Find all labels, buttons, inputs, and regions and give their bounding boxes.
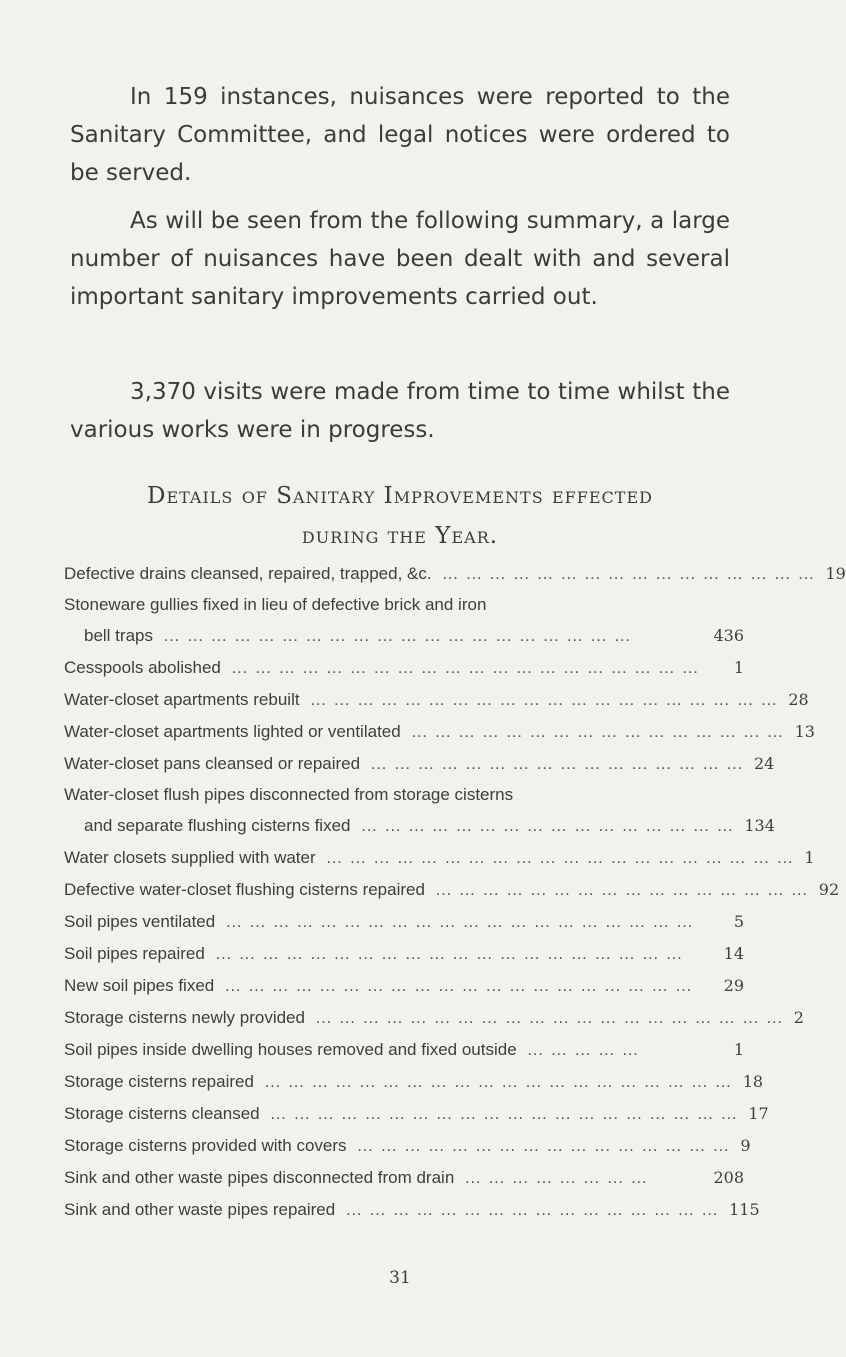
item-count: 13: [794, 722, 815, 741]
item-count: 19: [825, 564, 846, 583]
leader-dots: … … … … … … … … … … … … … … … …: [345, 1200, 720, 1219]
item-label: Water-closet apartments rebuilt: [64, 690, 300, 709]
item-label: bell traps: [84, 626, 153, 645]
list-item: [64, 906, 744, 938]
list-item: [64, 748, 775, 780]
leader-dots: … … … … … … … … … … … … … … … … … … … …: [314, 1008, 784, 1027]
list-item: [64, 1130, 751, 1162]
item-count: 24: [753, 754, 775, 773]
list-item: [64, 1162, 744, 1194]
list-item: [64, 938, 744, 970]
item-count: 208: [713, 1168, 744, 1187]
improvements-list: [64, 558, 846, 1226]
item-count: 1: [733, 1040, 744, 1059]
leader-dots: … … … … … … … … … … … … … … … … … … … …: [224, 976, 693, 995]
item-count: 18: [742, 1072, 764, 1091]
item-count: 5: [733, 912, 744, 931]
item-label: Cesspools abolished: [64, 658, 221, 677]
item-count: 29: [723, 976, 744, 995]
list-item: [64, 558, 846, 590]
item-count: 92: [818, 880, 840, 899]
list-item: [64, 1034, 744, 1066]
leader-dots: … … … … … … … … … … … … … … … … … … … …: [263, 1072, 733, 1091]
item-label: Storage cisterns repaired: [64, 1072, 254, 1091]
item-count: 9: [740, 1136, 751, 1155]
list-item: [64, 842, 815, 874]
item-count: 17: [748, 1104, 769, 1123]
leader-dots: … … … … … … … … … … … … … … … … … … … …: [230, 658, 700, 677]
list-item: [64, 780, 744, 810]
item-count: 436: [713, 626, 744, 645]
leader-dots: … … … … … … … … … … … … … … … … … … … …: [325, 848, 795, 867]
section-heading-subtitle: during the Year.: [301, 523, 499, 549]
item-label: Soil pipes ventilated: [64, 912, 216, 931]
item-label: New soil pipes fixed: [64, 976, 215, 995]
item-label: Storage cisterns cleansed: [64, 1104, 260, 1123]
leader-dots: … … … … … … … … … … … … … … … …: [441, 564, 816, 583]
item-count: 14: [723, 944, 744, 963]
leader-dots: … … … … … … … …: [464, 1168, 649, 1187]
item-label: Storage cisterns newly provided: [64, 1008, 305, 1027]
leader-dots: … … … … … … … … … … … … … … … … … … … …: [225, 912, 694, 931]
item-count: 2: [793, 1008, 804, 1027]
leader-dots: … … … … … … … … … … … … … … … … … … … …: [162, 626, 632, 645]
item-label: Water closets supplied with water: [64, 848, 316, 867]
leader-dots: … … … … … … … … … … … … … … … …: [434, 880, 809, 899]
leader-dots: … … … … … … … … … … … … … … … … … … … …: [309, 690, 779, 709]
item-label: Water-closet apartments lighted or ventilated: [64, 722, 401, 741]
item-label: and separate flushing cisterns fixed: [84, 816, 351, 835]
item-label: Soil pipes inside dwelling houses removed and fixed outside: [64, 1040, 517, 1059]
list-item: [64, 1002, 804, 1034]
intro-paragraph-summary: As will be seen from the following summary, a large number of nuisances have been dealt with and several important sanitary improvements carried out.: [70, 208, 730, 310]
item-label: Stoneware gullies fixed in lieu of defective brick and iron: [64, 595, 487, 614]
list-item: [64, 970, 744, 1002]
intro-paragraph-nuisances: In 159 instances, nuisances were reported to the Sanitary Committee, and legal notices were ordered to be served.: [70, 84, 730, 186]
intro-paragraph-visits: 3,370 visits were made from time to time whilst the various works were in progress.: [70, 379, 730, 443]
list-item: [64, 874, 840, 906]
leader-dots: … … … … … … … … … … … … … … … …: [356, 1136, 731, 1155]
leader-dots: … … … … …: [526, 1040, 640, 1059]
list-item: [64, 620, 744, 652]
list-item: [64, 1098, 769, 1130]
list-item: [64, 1066, 764, 1098]
list-item: [64, 684, 809, 716]
leader-dots: … … … … … … … … … … … … … … … … … … … …: [214, 944, 684, 963]
item-label: Sink and other waste pipes disconnected from drain: [64, 1168, 455, 1187]
list-item: [64, 652, 744, 684]
list-item: [64, 1194, 760, 1226]
leader-dots: … … … … … … … … … … … … … … … … … … … …: [269, 1104, 739, 1123]
item-label: Defective water-closet flushing cisterns repaired: [64, 880, 425, 899]
section-heading: Details of Sanitary Improvements effected: [147, 483, 653, 509]
item-label: Sink and other waste pipes repaired: [64, 1200, 336, 1219]
item-count: 115: [729, 1200, 760, 1219]
list-item: [64, 810, 775, 842]
item-label: Water-closet pans cleansed or repaired: [64, 754, 361, 773]
item-count: 1: [804, 848, 815, 867]
page-number: 31: [389, 1268, 411, 1288]
list-item: [64, 590, 744, 620]
item-label: Soil pipes repaired: [64, 944, 205, 963]
leader-dots: … … … … … … … … … … … … … … … …: [360, 816, 735, 835]
item-label: Defective drains cleansed, repaired, trapped, &c.: [64, 564, 432, 583]
item-count: 1: [733, 658, 744, 677]
list-item: [64, 716, 815, 748]
item-label: Storage cisterns provided with covers: [64, 1136, 347, 1155]
item-count: 134: [744, 816, 775, 835]
leader-dots: … … … … … … … … … … … … … … … …: [410, 722, 785, 741]
item-count: 28: [788, 690, 809, 709]
leader-dots: … … … … … … … … … … … … … … … …: [370, 754, 744, 773]
item-label: Water-closet flush pipes disconnected from storage cisterns: [64, 785, 514, 804]
